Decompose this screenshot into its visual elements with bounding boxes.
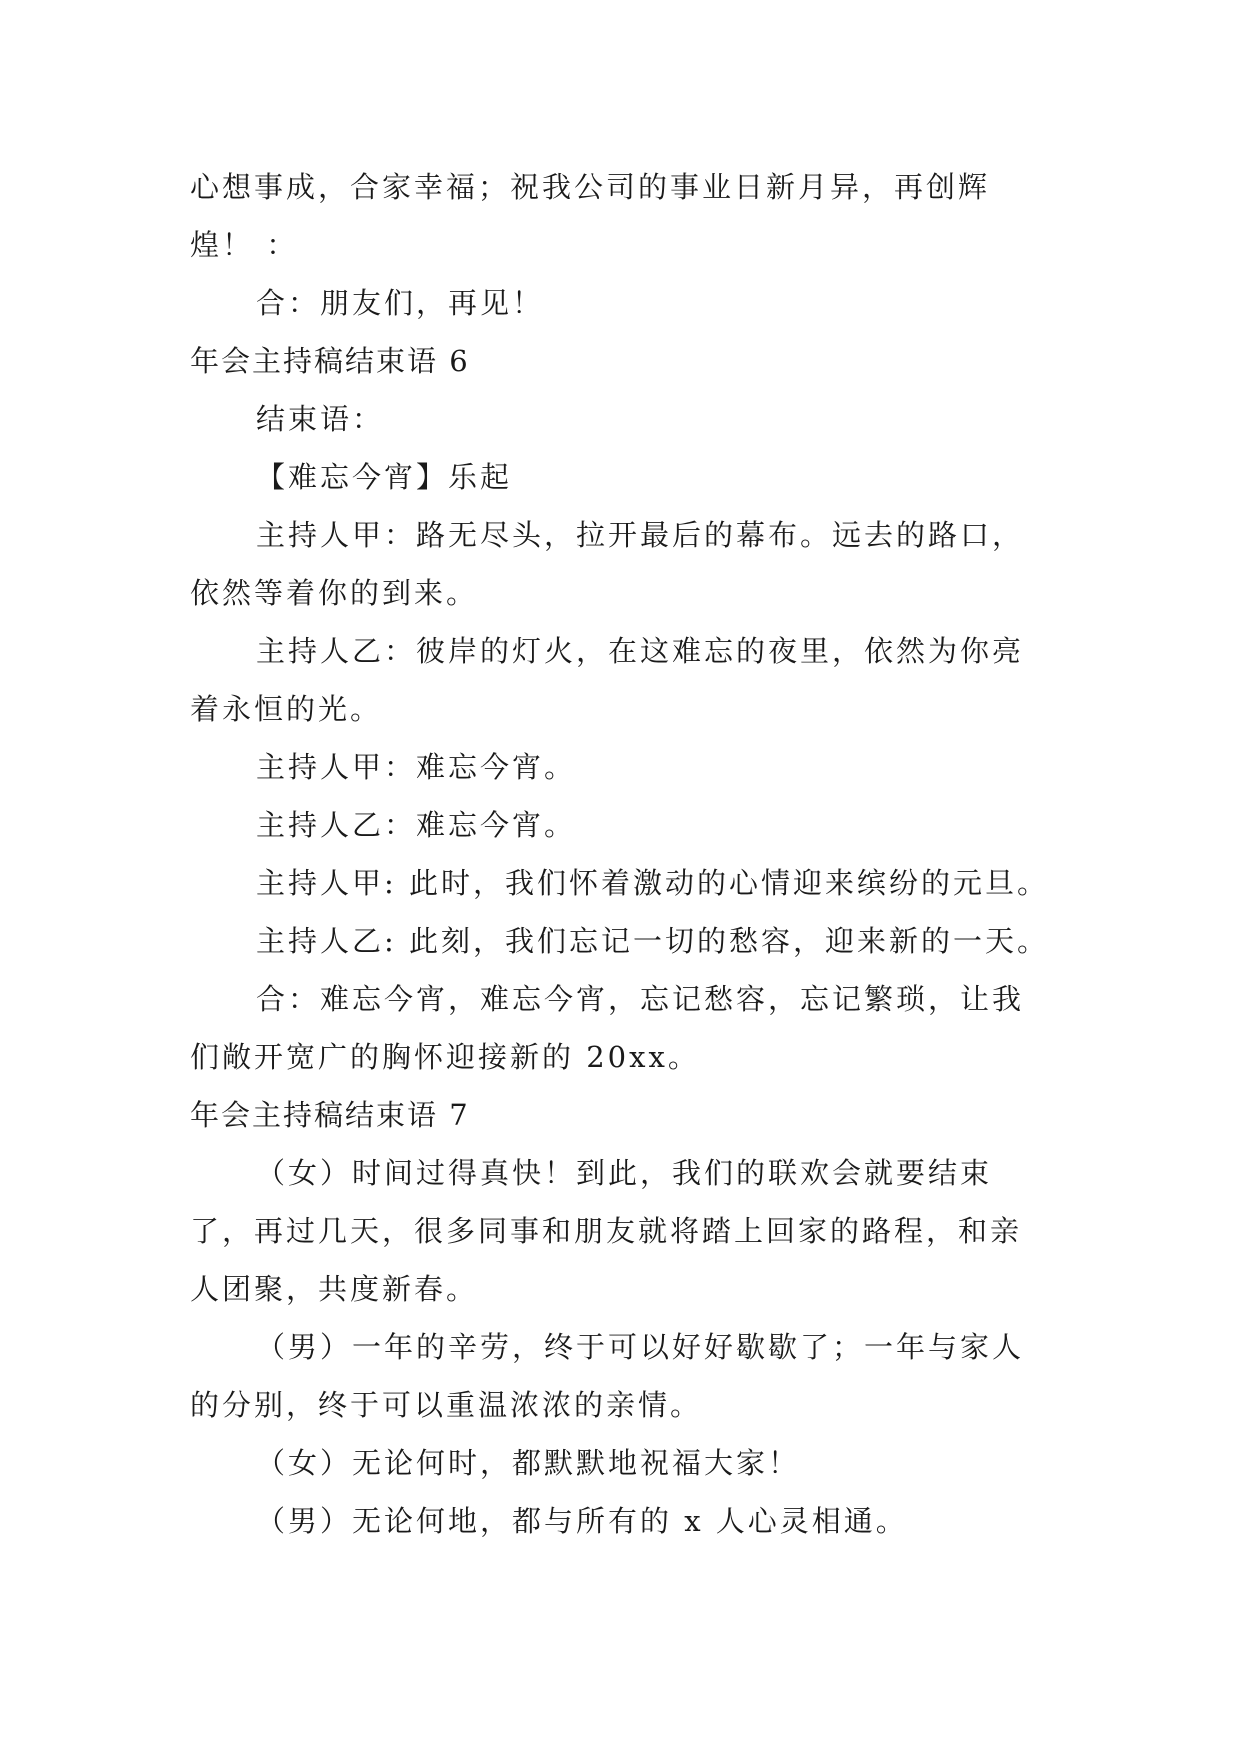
paragraph: （男）一年的辛劳，终于可以好好歇歇了；一年与家人的分别，终于可以重温浓浓的亲情。: [190, 1330, 1025, 1422]
paragraph: （女）时间过得真快！到此，我们的联欢会就要结束了，再过几天，很多同事和朋友就将踏上回家的路程，和亲人团聚，共度新春。: [190, 1156, 1023, 1306]
paragraph: 结束语：: [256, 402, 385, 436]
paragraph: 主持人乙: 此刻，我们忘记一切的愁容，迎来新的一天。: [256, 924, 1049, 958]
paragraph: 合：难忘今宵，难忘今宵，忘记愁容，忘记繁琐，让我们敞开宽广的胸怀迎接新的 20xx。: [190, 982, 1025, 1074]
paragraph: 主持人乙：彼岸的灯火，在这难忘的夜里，依然为你亮着永恒的光。: [190, 634, 1025, 726]
section-heading: 年会主持稿结束语 6: [190, 344, 470, 378]
paragraph: （男）无论何地，都与所有的 x 人心灵相通。: [256, 1504, 908, 1538]
paragraph: 主持人乙：难忘今宵。: [256, 808, 577, 842]
paragraph: 合：朋友们，再见！: [256, 286, 545, 320]
section-heading: 年会主持稿结束语 7: [190, 1098, 470, 1132]
paragraph: 主持人甲: 此时，我们怀着激动的心情迎来缤纷的元旦。: [256, 866, 1049, 900]
paragraph: （女）无论何时，都默默地祝福大家！: [256, 1446, 801, 1480]
paragraph: 【难忘今宵】乐起: [256, 460, 513, 494]
document-body: [190, 158, 1050, 1550]
paragraph: 主持人甲：路无尽头，拉开最后的幕布。远去的路口，依然等着你的到来。: [190, 518, 1025, 610]
paragraph: 心想事成，合家幸福；祝我公司的事业日新月异，再创辉煌！ ：: [190, 170, 991, 262]
paragraph: 主持人甲：难忘今宵。: [256, 750, 577, 784]
